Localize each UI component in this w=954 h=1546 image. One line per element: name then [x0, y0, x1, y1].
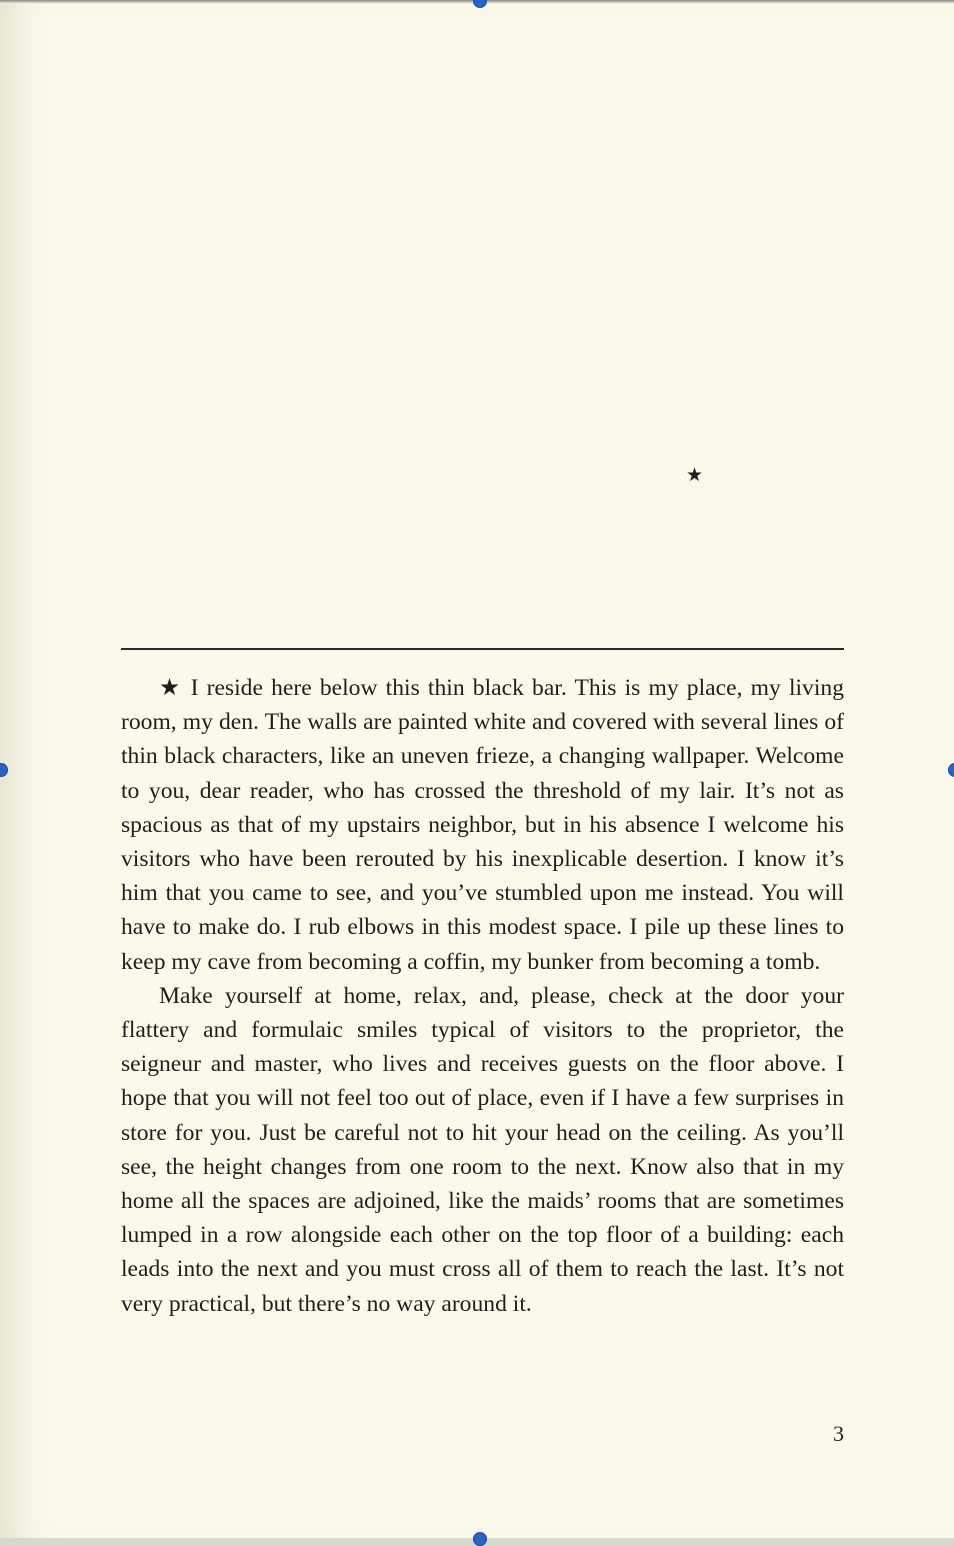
- page-number: 3: [833, 1421, 844, 1446]
- footnote-reference-star: ★: [686, 464, 704, 486]
- footnote-paragraph-1: [121, 671, 844, 979]
- footnote-separator-rule: [121, 648, 844, 650]
- footnote-paragraph-1-text: I reside here below this thin black bar. This is my place, my living room, my den. The walls are painted white and covered with several lines of thin black characters, like an uneven frieze, a changing wallpaper. Welcome to you, dear reader, who has crossed the threshold of my lair. It’s not as spacious as that of my upstairs neighbor, but in his absence I welcome his visitors who have been rerouted by his inexplicable desertion. I know it’s him that you came to see, and you’ve stumbled upon me instead. You will have to make do. I rub elbows in this modest space. I pile up these lines to keep my cave from becoming a coffin, my bunker from becoming a tomb.: [121, 675, 844, 975]
- footnote-paragraph-2: Make yourself at home, relax, and, please, check at the door your flattery and formulaic smiles typical of visitors to the proprietor, the seigneur and master, who lives and receives guests on the floor above. I hope that you will not feel too out of place, even if I have a few surprises in store for you. Just be careful not to hit your head on the ceiling. As you’ll see, the height changes from one room to the next. Know also that in my home all the spaces are adjoined, like the maids’ rooms that are sometimes lumped in a row alongside each other on the top floor of a building: each leads into the next and you must cross all of them to reach the last. It’s not very practical, but there’s no way around it.: [121, 982, 844, 1317]
- footnote-text: [121, 671, 844, 1321]
- crop-handle-bottom[interactable]: [473, 1532, 487, 1546]
- footnote-marker: ★: [159, 675, 183, 701]
